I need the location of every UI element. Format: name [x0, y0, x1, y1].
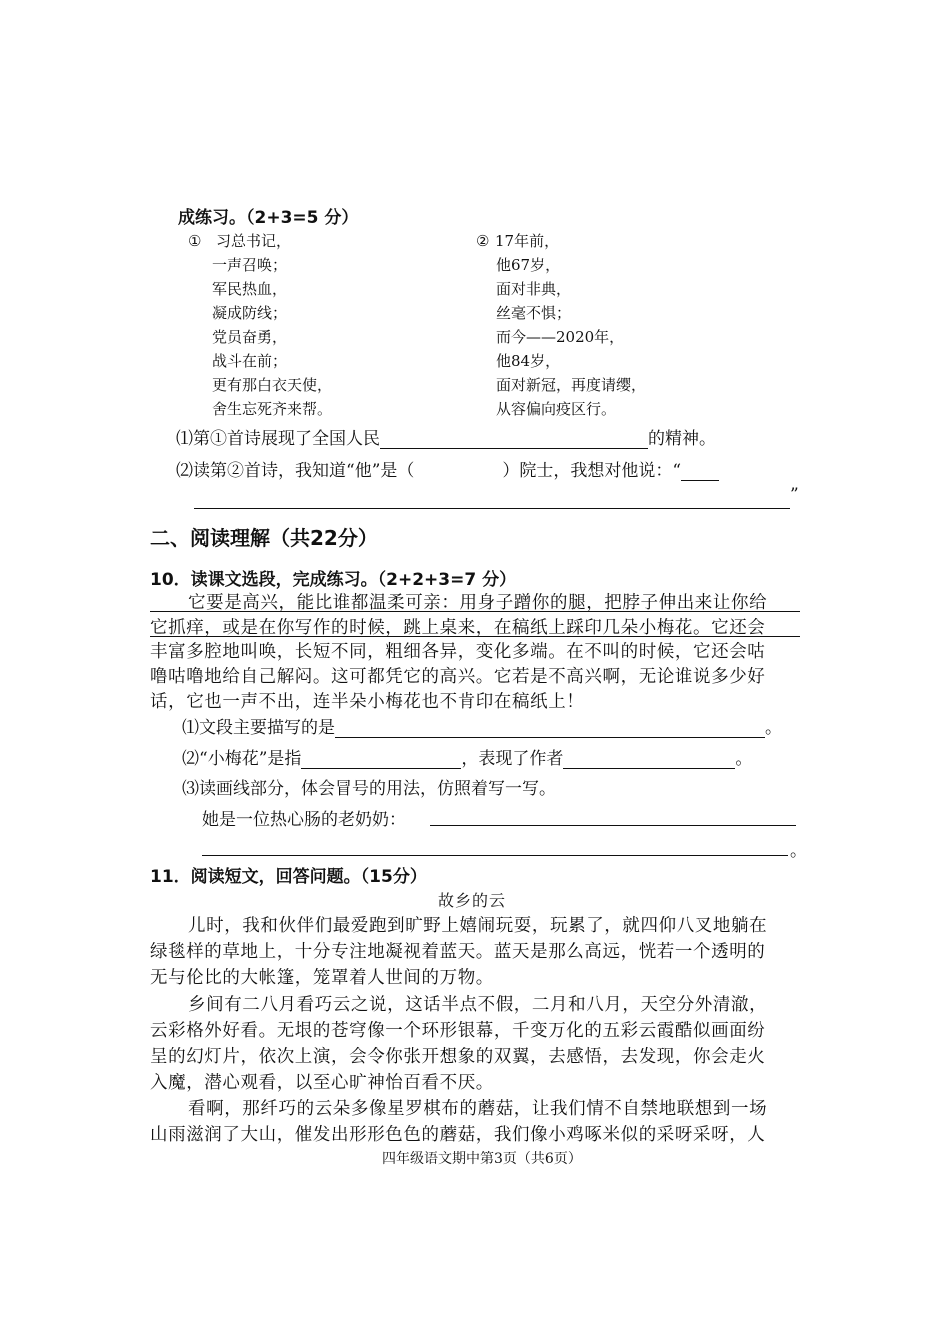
underline-marker	[150, 611, 800, 612]
passage-line: 噜咕噜地给自己解闷。这可都凭它的高兴。它若是不高兴啊，无论谁说多少好	[150, 667, 766, 687]
question10-2-prefix: ⑵“小梅花”是指	[182, 749, 302, 769]
question9-2	[176, 456, 719, 481]
underline-marker	[150, 636, 800, 637]
answer-blank[interactable]	[301, 750, 461, 769]
question10-1-end: 。	[765, 718, 782, 738]
answer-blank[interactable]	[681, 462, 719, 481]
poem2-marker: ②	[476, 232, 490, 250]
poem2-line: 面对新冠，再度请缨，	[496, 376, 647, 394]
question10-2-middle: ，表现了作者	[461, 749, 564, 769]
article-line: 云彩格外好看。无垠的苍穹像一个环形银幕，千变万化的五彩云霞酷似画面纷	[150, 1021, 766, 1041]
answer-blank[interactable]	[563, 750, 735, 769]
poem1-line: 军民热血，	[212, 280, 288, 298]
question9-1-suffix: 的精神。	[648, 429, 716, 449]
poem2-line: 他84岁，	[496, 352, 561, 370]
exercise-heading-tail: 成练习。（2+3=5 分）	[178, 208, 359, 228]
article-line: 儿时，我和伙伴们最爱跑到旷野上嬉闹玩耍，玩累了，就四仰八叉地躺在	[188, 916, 768, 936]
closing-quote: ”	[790, 485, 799, 505]
question10-title: 10．读课文选段，完成练习。（2+2+3=7 分）	[150, 570, 517, 590]
article-line: 入魔，潜心观看，以至心旷神怡百看不厌。	[150, 1073, 494, 1093]
section-title: 二、阅读理解（共22分）	[150, 526, 378, 550]
question10-1-prefix: ⑴文段主要描写的是	[182, 718, 335, 738]
poem1-line: 战斗在前；	[212, 352, 288, 370]
question11-title: 11．阅读短文，回答问题。（15分）	[150, 867, 427, 887]
question10-3: ⑶读画线部分，体会冒号的用法，仿照着写一写。	[182, 779, 556, 799]
passage-line: 它抓痒，或是在你写作的时候，跳上桌来，在稿纸上踩印几朵小梅花。它还会	[150, 618, 766, 638]
question10-3-prompt: 她是一位热心肠的老奶奶：	[202, 810, 406, 830]
article-line: 山雨滋润了大山，催发出形形色色的蘑菇，我们像小鸡啄米似的采呀采呀，人	[150, 1125, 766, 1145]
answer-line[interactable]	[194, 508, 790, 509]
poem2-line: 丝毫不惧；	[496, 304, 572, 322]
passage-line: 话，它也一声不出，连半朵小梅花也不肯印在稿纸上！	[150, 692, 585, 712]
poem1-marker: ①	[188, 232, 202, 250]
poem2-line: 从容偏向疫区行。	[496, 400, 617, 418]
article-line: 乡间有二八月看巧云之说，这话半点不假，二月和八月，天空分外清澈，	[188, 995, 768, 1015]
article-line: 呈的幻灯片，依次上演，会令你张开想象的双翼，去感悟，去发现，你会走火	[150, 1047, 766, 1067]
article-title: 故乡的云	[438, 891, 507, 910]
poem1-line: 凝成防线；	[212, 304, 288, 322]
poem1-line: 舍生忘死齐来帮。	[212, 400, 333, 418]
question9-1	[176, 424, 716, 449]
answer-blank[interactable]	[335, 719, 765, 738]
poem2-line: 面对非典，	[496, 280, 572, 298]
question9-2-prefix: ⑵读第②首诗，我知道“他”是（	[176, 461, 415, 481]
answer-line[interactable]	[430, 825, 796, 826]
poem1-line: 更有那白衣天使，	[212, 376, 333, 394]
question10-3-end: 。	[790, 841, 807, 861]
question10-2	[182, 744, 752, 769]
answer-blank[interactable]	[380, 430, 648, 449]
poem2-line: 他67岁，	[496, 256, 561, 274]
passage-line: 它要是高兴，能比谁都温柔可亲：用身子蹭你的腿，把脖子伸出来让你给	[188, 593, 768, 613]
question10-1	[182, 713, 782, 738]
poem2-line: 而今——2020年，	[496, 328, 625, 346]
question10-2-end: 。	[735, 749, 753, 769]
answer-line[interactable]	[202, 855, 788, 856]
article-line: 绿毯样的草地上，十分专注地凝视着蓝天。蓝天是那么高远，恍若一个透明的	[150, 942, 766, 962]
passage-line: 丰富多腔地叫唤，长短不同，粗细各异，变化多端。在不叫的时候，它还会咕	[150, 642, 766, 662]
page-footer: 四年级语文期中第3页（共6页）	[382, 1151, 582, 1167]
poem1-line: 习总书记，	[216, 232, 292, 250]
article-line: 无与伦比的大帐篷，笼罩着人世间的万物。	[150, 968, 494, 988]
poem2-line: 17年前，	[495, 232, 560, 250]
question9-2-middle: ）院士，我想对他说：“	[502, 461, 682, 481]
article-line: 看啊，那纤巧的云朵多像星罗棋布的蘑菇，让我们情不自禁地联想到一场	[188, 1099, 768, 1119]
poem1-line: 党员奋勇，	[212, 328, 288, 346]
poem1-line: 一声召唤；	[212, 256, 288, 274]
question9-1-prefix: ⑴第①首诗展现了全国人民	[176, 429, 380, 449]
